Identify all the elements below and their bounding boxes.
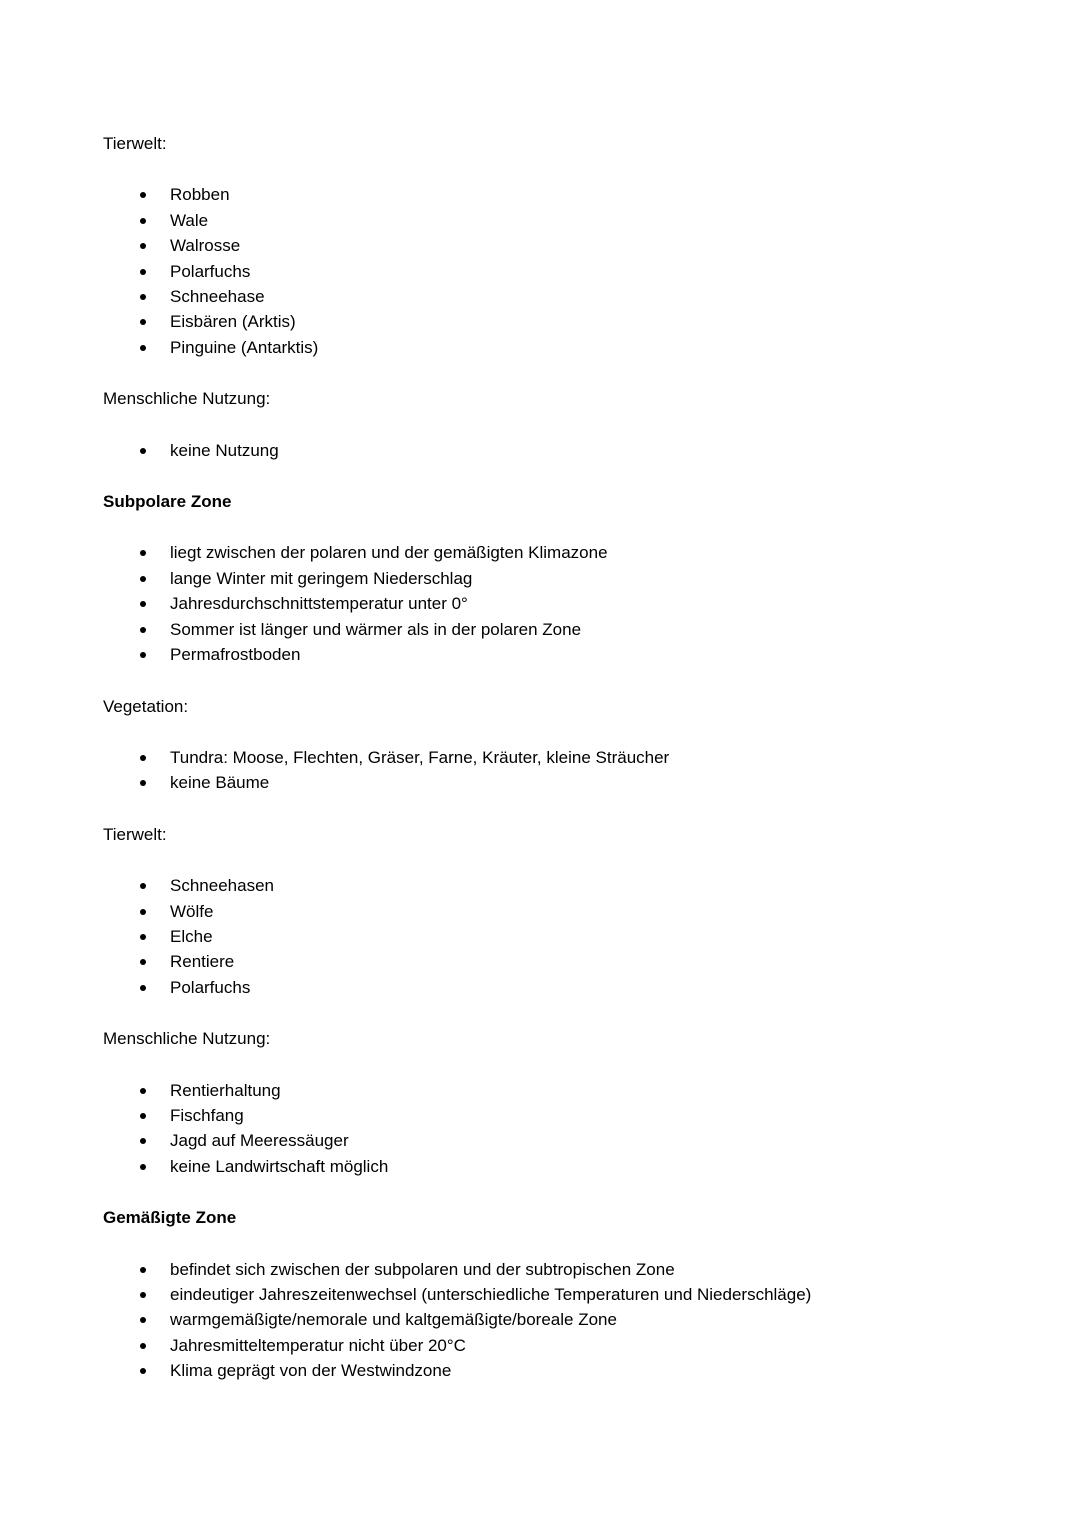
list-item: Elche — [170, 924, 850, 949]
section-heading: Subpolare Zone — [103, 492, 232, 512]
list-item: Rentierhaltung — [170, 1078, 850, 1103]
list-item: Sommer ist länger und wärmer als in der polaren Zone — [170, 617, 850, 642]
list-item: keine Bäume — [170, 770, 850, 795]
list-item: Klima geprägt von der Westwindzone — [170, 1358, 850, 1383]
list-item: keine Landwirtschaft möglich — [170, 1154, 850, 1179]
list-item: keine Nutzung — [170, 438, 850, 463]
section-label: Tierwelt: — [103, 824, 167, 844]
list-item: Jagd auf Meeressäuger — [170, 1128, 850, 1153]
section-label: Menschliche Nutzung: — [103, 1029, 271, 1049]
list-item: liegt zwischen der polaren und der gemäßigten Klimazone — [170, 540, 850, 565]
list-item: Jahresmitteltemperatur nicht über 20°C — [170, 1333, 850, 1358]
bullet-list — [103, 540, 850, 667]
list-item: Eisbären (Arktis) — [170, 309, 850, 334]
list-item: Jahresdurchschnittstemperatur unter 0° — [170, 591, 850, 616]
list-item: lange Winter mit geringem Niederschlag — [170, 566, 850, 591]
bullet-list — [103, 182, 850, 360]
list-item: Wölfe — [170, 899, 850, 924]
list-item: Polarfuchs — [170, 975, 850, 1000]
list-item: Wale — [170, 208, 850, 233]
list-item: eindeutiger Jahreszeitenwechsel (unterschiedliche Temperaturen und Niederschläge) — [170, 1282, 850, 1307]
list-item: befindet sich zwischen der subpolaren und der subtropischen Zone — [170, 1257, 850, 1282]
bullet-list — [103, 438, 850, 463]
section-heading: Gemäßigte Zone — [103, 1208, 237, 1228]
list-item: warmgemäßigte/nemorale und kaltgemäßigte/boreale Zone — [170, 1307, 850, 1332]
bullet-list — [103, 1257, 850, 1384]
list-item: Schneehasen — [170, 873, 850, 898]
bullet-list — [103, 1078, 850, 1180]
section-label: Vegetation: — [103, 696, 189, 716]
section-label: Menschliche Nutzung: — [103, 389, 271, 409]
list-item: Polarfuchs — [170, 259, 850, 284]
list-item: Walrosse — [170, 233, 850, 258]
list-item: Tundra: Moose, Flechten, Gräser, Farne, Kräuter, kleine Sträucher — [170, 745, 850, 770]
list-item: Pinguine (Antarktis) — [170, 335, 850, 360]
list-item: Rentiere — [170, 949, 850, 974]
list-item: Robben — [170, 182, 850, 207]
list-item: Permafrostboden — [170, 642, 850, 667]
section-label: Tierwelt: — [103, 134, 167, 153]
bullet-list — [103, 873, 850, 1000]
list-item: Schneehase — [170, 284, 850, 309]
list-item: Fischfang — [170, 1103, 850, 1128]
bullet-list — [103, 745, 850, 796]
